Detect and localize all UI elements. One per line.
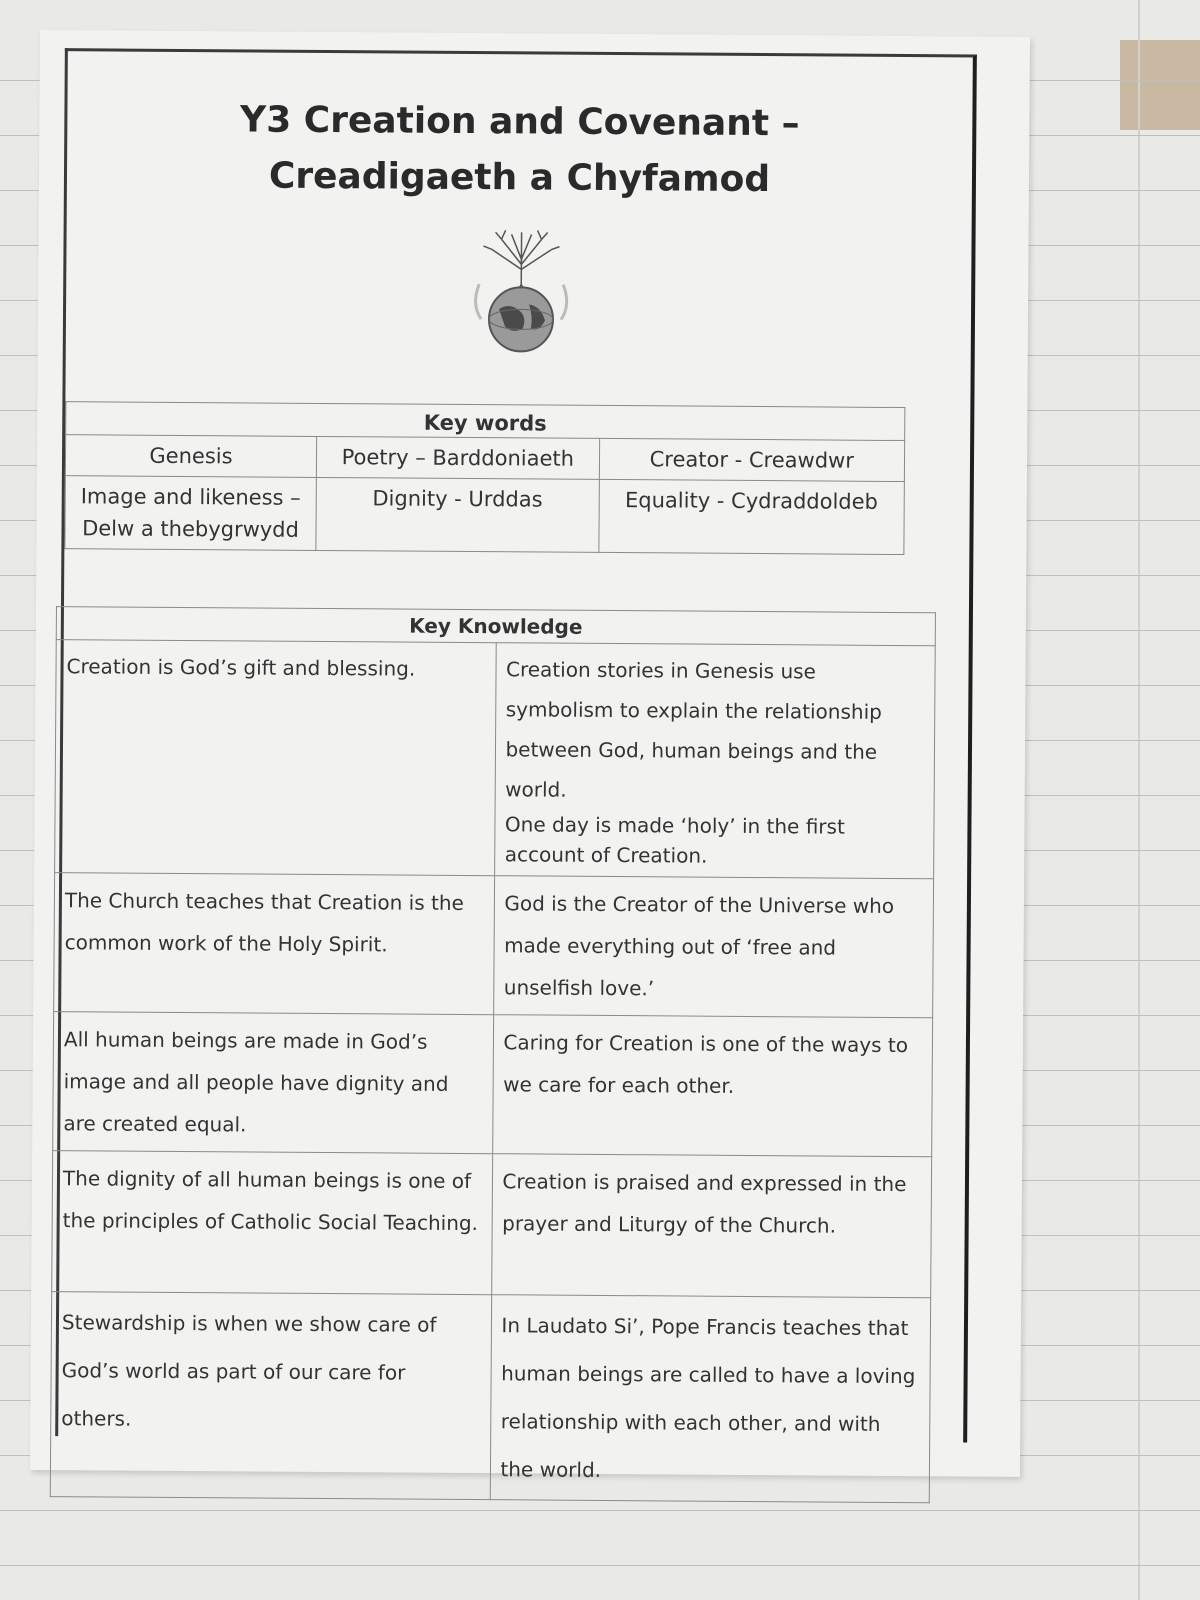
knowledge-cell: Creation is God’s gift and blessing.	[55, 640, 496, 876]
key-words-table	[64, 401, 905, 555]
knowledge-text: Creation stories in Genesis use symbolism to explain the relationship between God, human beings and the world.	[505, 657, 882, 802]
knowledge-cell: Creation is praised and expressed in the prayer and Liturgy of the Church.	[491, 1154, 931, 1298]
knowledge-cell: In Laudato Si’, Pope Francis teaches that human beings are called to have a loving relationship with each other, and with the world.	[490, 1295, 931, 1503]
key-word-cell: Dignity - Urddas	[316, 477, 599, 552]
key-word-cell: Poetry – Barddoniaeth	[316, 436, 599, 479]
knowledge-cell: All human beings are made in God’s image and all people have dignity and are created equal.	[53, 1012, 493, 1154]
table-row	[65, 435, 904, 482]
key-word-cell: Creator - Creawdwr	[599, 438, 905, 481]
worksheet-page	[30, 30, 1030, 1482]
page-border	[55, 48, 977, 1482]
knowledge-cell: God is the Creator of the Universe who made everything out of ‘free and unselfish love.’	[493, 876, 933, 1018]
table-row	[65, 476, 904, 555]
table-row	[50, 1292, 930, 1503]
table-row	[54, 873, 934, 1018]
page-title	[67, 91, 973, 209]
title-line-2: Creadigaeth a Chyfamod	[268, 155, 771, 201]
table-row	[55, 640, 936, 879]
title-line-1: Y3 Creation and Covenant –	[239, 99, 800, 145]
key-knowledge-header: Key Knowledge	[56, 607, 935, 646]
knowledge-cell: Stewardship is when we show care of God’s world as part of our care for others.	[50, 1292, 491, 1500]
key-word-cell: Equality - Cydraddoldeb	[598, 479, 904, 554]
knowledge-cell	[494, 643, 935, 879]
knowledge-cell: Caring for Creation is one of the ways to we care for each other.	[492, 1015, 932, 1157]
knowledge-cell: The dignity of all human beings is one of the principles of Catholic Social Teaching.	[52, 1151, 492, 1295]
key-word-cell: Image and likeness – Delw a thebygrwydd	[65, 476, 317, 551]
table-row	[52, 1151, 932, 1298]
key-words-header: Key words	[66, 402, 905, 441]
knowledge-cell: The Church teaches that Creation is the common work of the Holy Spirit.	[54, 873, 494, 1015]
notebook-edge	[1138, 0, 1140, 1600]
knowledge-text: One day is made ‘holy’ in the first account of Creation.	[504, 812, 845, 868]
desk-corner	[1120, 40, 1200, 130]
table-row	[53, 1012, 933, 1157]
key-word-cell: Genesis	[65, 435, 316, 478]
tree-globe-icon	[461, 224, 582, 355]
key-knowledge-table	[50, 606, 936, 1503]
